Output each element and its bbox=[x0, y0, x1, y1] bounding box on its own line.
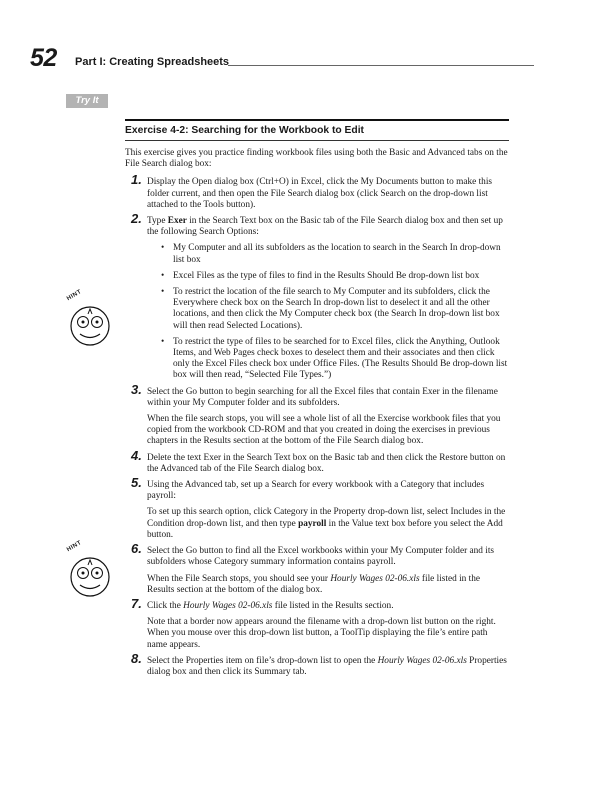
list-item: • Excel Files as the type of files to find in the Results Should Be drop-down list box bbox=[161, 270, 480, 281]
step-text: Select the Go button to find all the Excel workbooks within your My Computer folder and its subfolders whose Category summary information contains payroll. bbox=[147, 546, 495, 568]
exercise-intro: This exercise gives you practice finding workbook files using both the Basic and Advanced tabs on the File Search dialog box: bbox=[125, 148, 508, 170]
step-text: Delete the text Exer in the Search Text box on the Basic tab and then click the Restore button on the Advanced tab of the File Search dialog box. bbox=[147, 452, 506, 474]
step-note: When the file search stops, you will see a whole list of all the Exercise workbook files that you copied from the workbook CD-ROM and that you created in doing the exercises in previous chapters in the Results section at the bottom of the File Search dialog box. bbox=[147, 414, 501, 447]
exercise-title: Exercise 4-2: Searching for the Workbook to Edit bbox=[125, 124, 509, 141]
step-note: Note that a border now appears around the filename with a drop-down list button on the right. When you mouse over this drop-down list button, a ToolTip displaying the file’s entire path name appears. bbox=[147, 617, 496, 650]
page-number: 52 bbox=[30, 44, 57, 72]
step-5 bbox=[125, 475, 509, 541]
step-number: 8. bbox=[131, 650, 142, 666]
step-number: 1. bbox=[131, 172, 142, 188]
exercise-top-rule bbox=[125, 119, 509, 121]
step-text: Click the Hourly Wages 02-06.xls file listed in the Results section. bbox=[147, 600, 394, 611]
running-head: Part I: Creating Spreadsheets bbox=[75, 56, 230, 68]
bullet-icon: • bbox=[161, 270, 165, 281]
step-text: Select the Go button to begin searching for all the Excel files that contain Exer in the filename within your My Computer folder and its subfolders. bbox=[147, 386, 498, 408]
step-text: Type Exer in the Search Text box on the Basic tab of the File Search dialog box and then set up the following Search Options: bbox=[147, 216, 503, 238]
hint-label: HINT bbox=[66, 540, 83, 554]
step-number: 3. bbox=[131, 381, 142, 397]
step-number: 6. bbox=[131, 541, 142, 557]
step-7 bbox=[125, 595, 509, 651]
list-item: • My Computer and all its subfolders as the location to search in the Search In drop-down list box bbox=[161, 243, 501, 265]
hint-icon-2 bbox=[66, 540, 112, 600]
filename: Hourly Wages 02-06.xls bbox=[330, 573, 420, 584]
step-text: Using the Advanced tab, set up a Search for every workbook with a Category that includes payroll: bbox=[147, 480, 485, 502]
list-item: • To restrict the type of files to be searched for to Excel files, click the Anything, Outlook Items, and Web Pages check boxes to deselect them and their associates and then click only the Excel Files check box under Office Files. (The Results Should Be drop-down list box will then read, “Selected File Types.”) bbox=[161, 336, 508, 381]
bullet-icon: • bbox=[161, 336, 165, 347]
try-it-badge: Try It bbox=[66, 94, 108, 108]
step-1 bbox=[125, 172, 509, 211]
step-4 bbox=[125, 447, 509, 475]
bullet-icon: • bbox=[161, 243, 165, 254]
step-3 bbox=[125, 381, 509, 448]
step-number: 2. bbox=[131, 211, 142, 227]
step-number: 5. bbox=[131, 475, 142, 491]
step-number: 7. bbox=[131, 595, 142, 611]
filename: Hourly Wages 02-06.xls bbox=[377, 655, 467, 666]
search-term: Exer bbox=[167, 216, 187, 227]
steps-list bbox=[125, 172, 509, 678]
hint-label: HINT bbox=[66, 289, 83, 303]
step-text: Display the Open dialog box (Ctrl+O) in Excel, click the My Documents button to make this folder current, and then open the File Search dialog box (click Search on the drop-down list attached to the Tools button). bbox=[147, 177, 493, 210]
bullet-icon: • bbox=[161, 287, 165, 298]
step-number: 4. bbox=[131, 447, 142, 463]
step-note: When the File Search stops, you should see your Hourly Wages 02-06.xls file listed in the Results section at the bottom of the dialog box. bbox=[147, 573, 481, 595]
value-term: payroll bbox=[298, 518, 327, 529]
exercise-content bbox=[125, 119, 509, 683]
step-note: To set up this search option, click Category in the Property drop-down list, select Includes in the Condition drop-down list, and then type payroll in the Value text box before you select the Add button. bbox=[147, 507, 506, 540]
header-rule bbox=[228, 65, 534, 66]
step-2 bbox=[125, 211, 509, 382]
step-text: Select the Properties item on file’s drop-down list to open the Hourly Wages 02-06.xls Properties dialog box and then click its Summary tab. bbox=[147, 655, 507, 677]
filename: Hourly Wages 02-06.xls bbox=[183, 600, 273, 611]
step-6 bbox=[125, 541, 509, 596]
search-options-list bbox=[147, 243, 509, 381]
step-8 bbox=[125, 650, 509, 678]
hint-icon bbox=[66, 289, 112, 349]
list-item: • To restrict the location of the file search to My Computer and its subfolders, click the Everywhere check box on the Search In drop-down list to deselect it and all the other locations, and then click the My Computer check box (the Search In drop-down list box will then read Selected Locations). bbox=[161, 287, 500, 331]
